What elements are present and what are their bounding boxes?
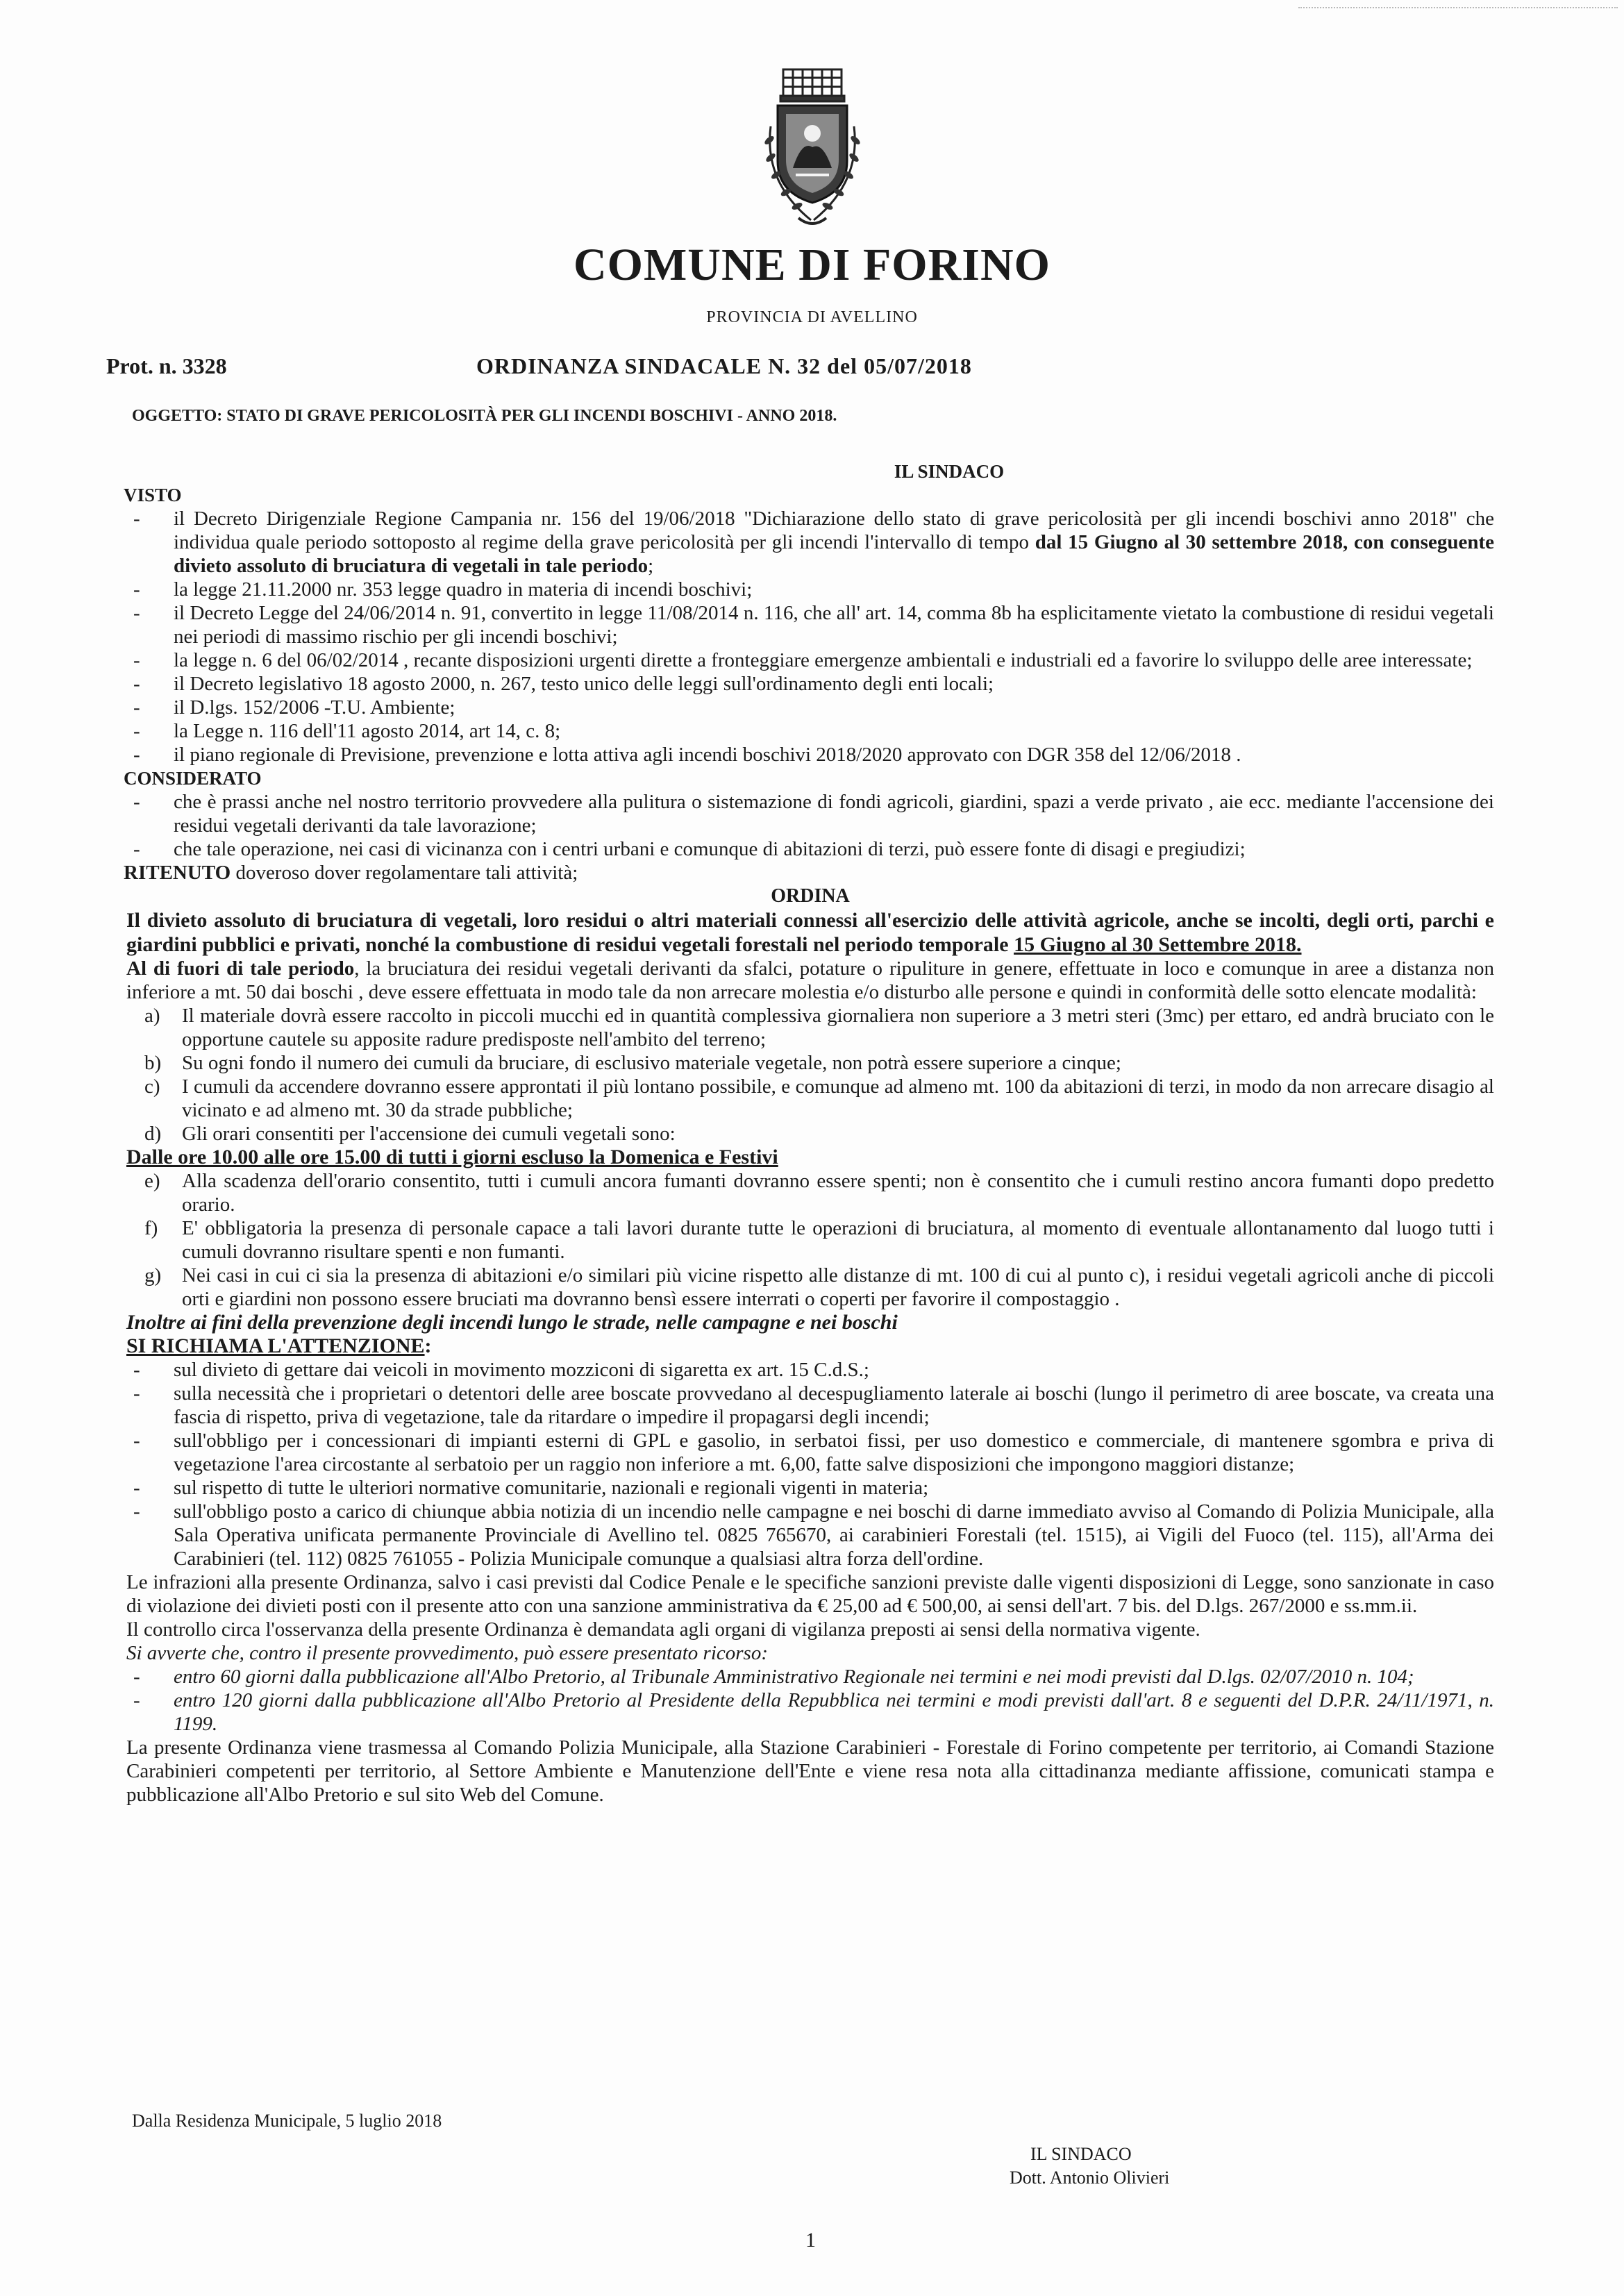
signature-name: Dott. Antonio Olivieri: [1010, 2168, 1170, 2188]
list-item: - la Legge n. 116 dell'11 agosto 2014, art 14, c. 8;: [174, 719, 1494, 743]
coat-of-arms-icon: [750, 64, 875, 234]
richiama-heading: SI RICHIAMA L'ATTENZIONE:: [126, 1334, 432, 1357]
protocol-number: Prot. n. 3328: [106, 353, 227, 378]
prevention-heading: Inoltre ai fini della prevenzione degli incendi lungo le strade, nelle campagne e nei boschi: [126, 1311, 898, 1334]
scan-artifact-line: [1298, 7, 1618, 8]
province-subtitle: PROVINCIA DI AVELLINO: [706, 308, 918, 326]
list-item: - sull'obbligo per i concessionari di impianti esterni di GPL e gasolio, in serbatoi fissi, per uso domestico e commerciale, di mantenere sgombra e priva di vegetazione l'area circostante al serbatoio per un raggio non inferiore a mt. 6,00, fatte salve disposizioni che impongono maggiori distanze;: [174, 1429, 1494, 1476]
list-item: - sulla necessità che i proprietari o detentori delle aree boscate provvedano al decespugliamento laterale ai boschi (lungo il perimetro di aree boscate, va creata una fascia di rispetto, priva di vegetazione, tale da ritardare o impedire il propagarsi degli incendi;: [174, 1382, 1494, 1429]
list-item: - che tale operazione, nei casi di vicinanza con i centri urbani e comunque di abitazioni di terzi, può essere fonte di disagi e pregiudizi;: [174, 837, 1494, 861]
allowed-hours: Dalle ore 10.00 alle ore 15.00 di tutti i giorni escluso la Domenica e Festivi: [126, 1146, 778, 1168]
ordina-heading: ORDINA: [771, 885, 850, 907]
list-item: - sul divieto di gettare dai veicoli in movimento mozziconi di sigaretta ex art. 15 C.d.S.;: [174, 1358, 1494, 1382]
list-item: d) Gli orari consentiti per l'accensione dei cumuli vegetali sono:: [144, 1123, 676, 1145]
list-item: - la legge 21.11.2000 nr. 353 legge quadro in materia di incendi boschivi;: [174, 578, 1494, 601]
list-item: - che è prassi anche nel nostro territorio provvedere alla pulitura o sistemazione di fondi agricoli, giardini, spazi a verde privato , aie ecc. mediante l'accensione dei residui vegetali derivanti da tale lavorazione;: [174, 790, 1494, 837]
visto-list: [126, 507, 1494, 766]
list-item: f) E' obbligatoria la presenza di personale capace a tali lavori durante tutte le operazioni di bruciatura, al momento di eventuale allontanamento dal luogo tutti i cumuli dovranno risultare spenti e non fumanti.: [144, 1217, 1494, 1263]
considerato-list: [126, 790, 1494, 861]
document-body: [126, 460, 1494, 1807]
list-item: g) Nei casi in cui ci sia la presenza di abitazioni e/o similari più vicine rispetto alle distanze di mt. 100 di cui al punto c), i residui vegetali agricoli anche di piccoli orti e giardini non possono essere bruciati ma dovranno bensì essere interrati o coperti per favorire il compostaggio .: [144, 1264, 1494, 1310]
list-item: - il Decreto Dirigenziale Regione Campania nr. 156 del 19/06/2018 "Dichiarazione dello stato di grave pericolosità per gli incendi boschivi anno 2018" che individua quale periodo sottoposto al regime della grave pericolosità per gli incendi l'intervallo di tempo dal 15 Giugno al 30 settembre 2018, con conseguente divieto assoluto di bruciatura di vegetali in tale periodo;: [174, 507, 1494, 578]
outside-period-paragraph: Al di fuori di tale periodo, la bruciatura dei residui vegetali derivanti da sfalci, potature o ripuliture in genere, effettuate in loco e comunque in aree a distanza non inferiore a mt. 50 dai boschi , deve essere effettuata in modo tale da non arrecare molestia e/o disturbo alle persone e quindi in conformità delle sotto elencate modalità:: [126, 957, 1494, 1003]
sindaco-heading: IL SINDACO: [894, 461, 1005, 482]
list-item: a) Il materiale dovrà essere raccolto in piccoli mucchi ed in quantità complessiva giornaliera non superiore a 3 metri steri (3mc) per ettaro, ed andrà bruciato con le opportune cautele su apposite radure predisposte nell'ambito del terreno;: [144, 1005, 1494, 1050]
place-date: Dalla Residenza Municipale, 5 luglio 2018: [132, 2111, 442, 2131]
ritenuto-paragraph: RITENUTO doveroso dover regolamentare tali attività;: [124, 862, 578, 884]
list-item: b) Su ogni fondo il numero dei cumuli da bruciare, di esclusivo materiale vegetale, non potrà essere superiore a cinque;: [144, 1052, 1121, 1074]
subject-line: OGGETTO: STATO DI GRAVE PERICOLOSITÀ PER GLI INCENDI BOSCHIVI - ANNO 2018.: [132, 407, 837, 425]
list-item: - entro 60 giorni dalla pubblicazione all'Albo Pretorio, al Tribunale Amministrativo Regionale nei termini e nei modi previsti dal D.lgs. 02/07/2010 n. 104;: [174, 1665, 1494, 1689]
appeal-list: [126, 1665, 1494, 1736]
page-number: 1: [805, 2229, 816, 2252]
municipality-title: COMUNE DI FORINO: [574, 240, 1050, 290]
list-item: - il D.lgs. 152/2006 -T.U. Ambiente;: [174, 696, 1494, 719]
appeal-intro: Si avverte che, contro il presente provvedimento, può essere presentato ricorso:: [126, 1642, 768, 1664]
list-item: - il piano regionale di Previsione, prevenzione e lotta attiva agli incendi boschivi 2018/2020 approvato con DGR 358 del 12/06/2018 .: [174, 743, 1494, 766]
list-item: c) I cumuli da accendere dovranno essere approntati il più lontano possibile, e comunque ad almeno mt. 100 da abitazioni di terzi, in modo da non arrecare disagio al vicinato e ad almeno mt. 30 da strade pubbliche;: [144, 1075, 1494, 1121]
list-item: - il Decreto Legge del 24/06/2014 n. 91, convertito in legge 11/08/2014 n. 116, che all' art. 14, comma 8b ha esplicitamente vietato la combustione di residui vegetali nei periodi di massimo rischio per gli incendi boschivi;: [174, 601, 1494, 648]
richiama-list: [126, 1358, 1494, 1570]
list-item: - entro 120 giorni dalla pubblicazione all'Albo Pretorio al Presidente della Repubblica nei termini e modi previsti dall'art. 8 e seguenti del D.P.R. 24/11/1971, n. 1199.: [174, 1689, 1494, 1736]
list-item: e) Alla scadenza dell'orario consentito, tutti i cumuli ancora fumanti dovranno essere spenti; non è consentito che i cumuli restino ancora fumanti dopo predetto orario.: [144, 1170, 1494, 1216]
list-item: - sull'obbligo posto a carico di chiunque abbia notizia di un incendio nelle campagne e nei boschi di darne immediato avviso al Comando di Polizia Municipale, alla Sala Operativa unificata permanente Provinciale di Avellino tel. 0825 765670, ai carabinieri Forestali (tel. 1515), ai Vigili del Fuoco (tel. 115), all'Arma dei Carabinieri (tel. 112) 0825 761055 - Polizia Municipale comunque a qualsiasi altra forza dell'ordine.: [174, 1500, 1494, 1570]
list-item: - il Decreto legislativo 18 agosto 2000, n. 267, testo unico delle leggi sull'ordinamento degli enti locali;: [174, 672, 1494, 696]
sanctions-paragraph: Le infrazioni alla presente Ordinanza, salvo i casi previsti dal Codice Penale e le specifiche sanzioni previste dalle vigenti disposizioni di Legge, sono sanzionate in caso di violazione dei divieti posti con il presente atto con una sanzione amministrativa da € 25,00 ad € 500,00, ai sensi dell'art. 7 bis. del D.lgs. 267/2000 e ss.mm.ii.: [126, 1571, 1494, 1617]
considerato-heading: CONSIDERATO: [124, 768, 262, 789]
control-paragraph: Il controllo circa l'osservanza della presente Ordinanza è demandata agli organi di vigilanza preposti ai sensi della normativa vigente.: [126, 1618, 1200, 1641]
transmission-paragraph: La presente Ordinanza viene trasmessa al Comando Polizia Municipale, alla Stazione Carabinieri - Forestale di Forino competente per territorio, ai Comandi Stazione Carabinieri competenti per territorio, al Settore Ambiente e Manutenzione dell'Ente e viene resa nota alla cittadinanza mediante affissione, comunicati stampa e pubblicazione all'Albo Pretorio e sul sito Web del Comune.: [126, 1736, 1494, 1806]
modalities-list-continued: [126, 1169, 1494, 1311]
list-item: - la legge n. 6 del 06/02/2014 , recante disposizioni urgenti dirette a fronteggiare emergenze ambientali e industriali ed a favorire lo sviluppo delle aree interessate;: [174, 648, 1494, 672]
modalities-list: [126, 1004, 1494, 1146]
signature-title: IL SINDACO: [1030, 2144, 1132, 2164]
list-item: - sul rispetto di tutte le ulteriori normative comunitarie, nazionali e regionali vigenti in materia;: [174, 1476, 1494, 1500]
ordina-main: Il divieto assoluto di bruciatura di vegetali, loro residui o altri materiali connessi all'esercizio delle attività agricole, anche se incolti, degli orti, parchi e giardini pubblici e privati, nonché la combustione di residui vegetali forestali nel periodo temporale 15 Giugno al 30 Settembre 2018.: [126, 909, 1494, 956]
visto-heading: VISTO: [124, 485, 182, 505]
ordinance-heading: ORDINANZA SINDACALE N. 32 del 05/07/2018: [476, 353, 972, 378]
